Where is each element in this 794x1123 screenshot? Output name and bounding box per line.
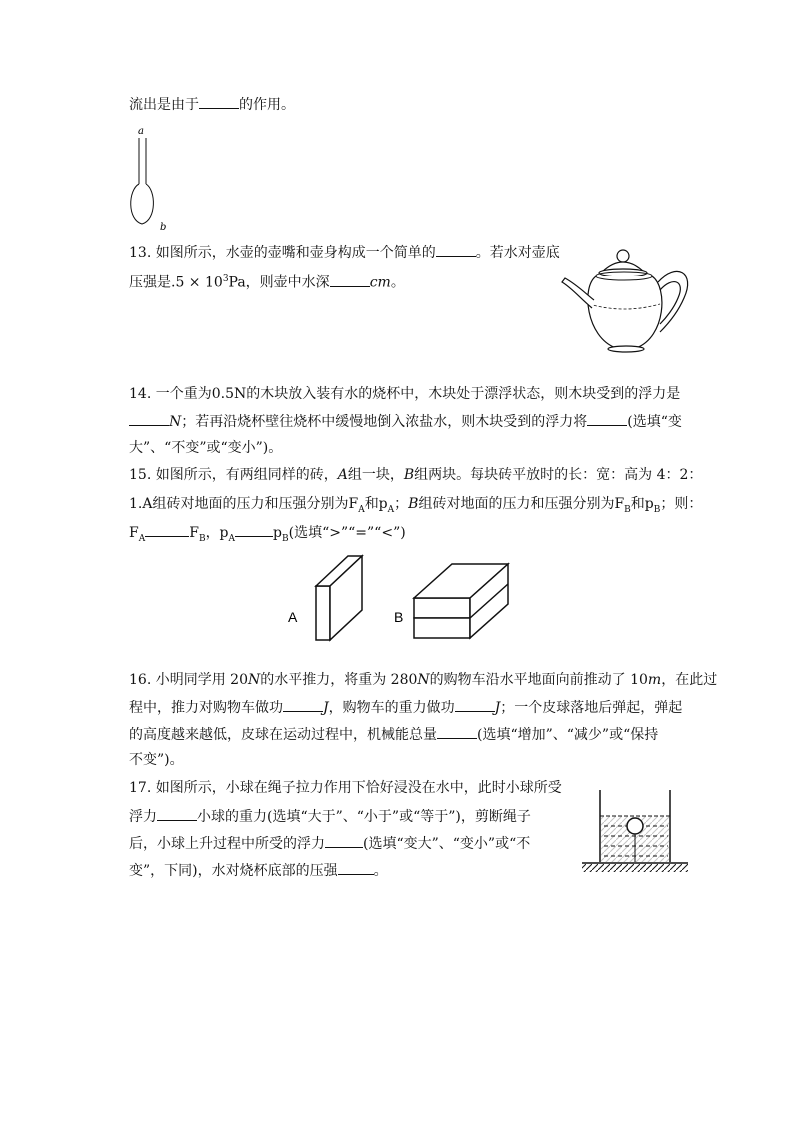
q16-line4: 不变”)。 <box>129 752 184 768</box>
beaker-figure <box>580 786 690 876</box>
flask-label-b: b <box>160 222 167 233</box>
q14-line1: 14. 一个重为0.5N的木块放入装有水的烧杯中，木块处于漂浮状态，则木块受到的浮力是 <box>129 386 681 402</box>
answer-blank[interactable] <box>129 411 169 426</box>
q17-line4: 变”，下同)，水对烧杯底部的压强 。 <box>129 860 388 881</box>
q12-line: 流出是由于 的作用。 <box>129 94 295 115</box>
answer-blank[interactable] <box>283 697 323 712</box>
answer-blank[interactable] <box>325 833 363 848</box>
q13-line1: 13. 如图所示，水壶的壶嘴和壶身构成一个简单的 。若水对壶底 <box>129 242 560 263</box>
answer-blank[interactable] <box>436 242 476 257</box>
q16-line3: 的高度越来越低，皮球在运动过程中，机械能总量 (选填“增加”、“减少”或“保持 <box>129 724 658 745</box>
brick-label-b: B <box>394 609 404 625</box>
brick-label-a: A <box>288 609 298 625</box>
q17-line2: 浮力 小球的重力(选填“大于”、“小于”或“等于”)，剪断绳子 <box>129 806 531 827</box>
teapot-figure <box>556 242 690 358</box>
answer-blank[interactable] <box>235 522 273 537</box>
answer-blank[interactable] <box>330 272 370 287</box>
answer-blank[interactable] <box>455 697 495 712</box>
flask-figure <box>124 122 168 234</box>
q13-line2: 压强是$.5 \times 10^3Pa$，则壶中水深 cm。 <box>129 269 405 293</box>
q15-line2: 1.A组砖对地面的压力和压强分别为$F_A$和$p_A$；B组砖对地面的压力和压强分别为$F_B$和$p_B$；则： <box>129 496 703 515</box>
q15-line1: 15. 如图所示，有两组同样的砖，A组一块，B组两块。每块砖平放时的长：宽：高为 4：2： <box>129 467 703 483</box>
answer-blank[interactable] <box>145 522 189 537</box>
q17-line1: 17. 如图所示，小球在绳子拉力作用下恰好浸没在水中，此时小球所受 <box>129 780 562 796</box>
answer-blank[interactable] <box>338 860 374 875</box>
q14-line2: N；若再沿烧杯壁往烧杯中缓慢地倒入浓盐水，则木块受到的浮力将 (选填“变 <box>129 411 682 432</box>
answer-blank[interactable] <box>199 94 239 109</box>
answer-blank[interactable] <box>157 806 197 821</box>
answer-blank[interactable] <box>587 411 627 426</box>
q16-line2: 程中，推力对购物车做功 J，购物车的重力做功 J；一个皮球落地后弹起，弹起 <box>129 697 682 718</box>
q16-line1: 16. 小明同学用 20N的水平推力，将重为 280N的购物车沿水平地面向前推动了 10m，在此过 <box>129 672 718 688</box>
q17-line3: 后，小球上升过程中所受的浮力 (选填“变大”、“变小”或“不 <box>129 833 530 854</box>
bricks-figure <box>280 550 510 650</box>
flask-label-a: a <box>138 126 144 137</box>
ball-shape <box>627 818 643 834</box>
q15-line3: $F_A$ $F_B$，$p_A$ $p_B$(选填“>”“=”“<”) <box>129 522 406 549</box>
q14-line3: 大”、“不变”或“变小”)。 <box>129 440 283 456</box>
answer-blank[interactable] <box>437 724 477 739</box>
